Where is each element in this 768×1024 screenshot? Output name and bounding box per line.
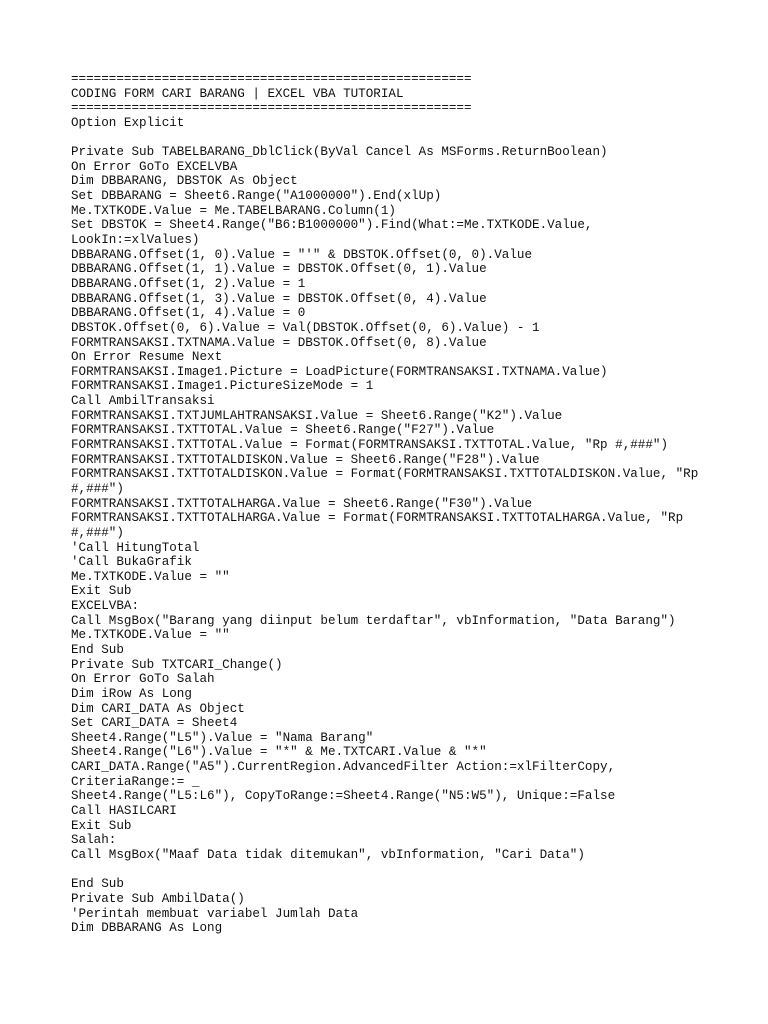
code-line: Sheet4.Range("L5").Value = "Nama Barang" <box>71 730 374 745</box>
code-line: #,###") <box>71 481 124 496</box>
code-line: 'Perintah membuat variabel Jumlah Data <box>71 906 359 921</box>
code-line: DBBARANG.Offset(1, 0).Value = "'" & DBSTOK.Offset(0, 0).Value <box>71 247 533 262</box>
code-line: End Sub <box>71 642 124 657</box>
code-line: Exit Sub <box>71 584 132 599</box>
code-line: Private Sub TXTCARI_Change() <box>71 657 283 672</box>
code-line: Me.TXTKODE.Value = "" <box>71 628 230 643</box>
code-line: Call HASILCARI <box>71 804 177 819</box>
code-line: End Sub <box>71 877 124 892</box>
code-line: FORMTRANSAKSI.Image1.Picture = LoadPicture(FORMTRANSAKSI.TXTNAMA.Value) <box>71 364 608 379</box>
code-line: FORMTRANSAKSI.TXTTOTAL.Value = Format(FORMTRANSAKSI.TXTTOTAL.Value, "Rp #,###") <box>71 438 669 453</box>
code-line: Dim DBBARANG, DBSTOK As Object <box>71 174 298 189</box>
code-line: FORMTRANSAKSI.TXTNAMA.Value = DBSTOK.Offset(0, 8).Value <box>71 335 487 350</box>
code-line: CriteriaRange:= _ <box>71 774 200 789</box>
code-line: Dim DBBARANG As Long <box>71 921 223 936</box>
code-line: On Error Resume Next <box>71 350 223 365</box>
code-line: Dim iRow As Long <box>71 686 192 701</box>
code-line: Call AmbilTransaksi <box>71 394 215 409</box>
code-line: #,###") <box>71 525 124 540</box>
code-line: CODING FORM CARI BARANG | EXCEL VBA TUTORIAL <box>71 86 404 101</box>
code-line: On Error GoTo EXCELVBA <box>71 159 238 174</box>
code-line: Me.TXTKODE.Value = "" <box>71 569 230 584</box>
code-line: Salah: <box>71 833 117 848</box>
code-line: Me.TXTKODE.Value = Me.TABELBARANG.Column(1) <box>71 203 396 218</box>
code-line: Set DBBARANG = Sheet6.Range("A1000000").End(xlUp) <box>71 189 442 204</box>
code-line: Exit Sub <box>71 818 132 833</box>
code-line: DBBARANG.Offset(1, 1).Value = DBSTOK.Offset(0, 1).Value <box>71 262 487 277</box>
code-line: 'Call HitungTotal <box>71 540 200 555</box>
code-line: Option Explicit <box>71 115 185 130</box>
code-line: Set DBSTOK = Sheet4.Range("B6:B1000000").Find(What:=Me.TXTKODE.Value, <box>71 218 593 233</box>
code-line: FORMTRANSAKSI.TXTTOTALDISKON.Value = Format(FORMTRANSAKSI.TXTTOTALDISKON.Value, "Rp <box>71 467 699 482</box>
code-line: Private Sub AmbilData() <box>71 891 245 906</box>
code-line: DBSTOK.Offset(0, 6).Value = Val(DBSTOK.Offset(0, 6).Value) - 1 <box>71 320 540 335</box>
code-line: FORMTRANSAKSI.TXTTOTALHARGA.Value = Format(FORMTRANSAKSI.TXTTOTALHARGA.Value, "Rp <box>71 511 684 526</box>
code-line: On Error GoTo Salah <box>71 672 215 687</box>
code-line: FORMTRANSAKSI.TXTTOTAL.Value = Sheet6.Range("F27").Value <box>71 423 495 438</box>
code-line: ===================================================== <box>71 72 472 86</box>
code-line <box>71 863 731 878</box>
code-line: DBBARANG.Offset(1, 2).Value = 1 <box>71 276 306 291</box>
code-line: ===================================================== <box>71 101 472 116</box>
code-line: FORMTRANSAKSI.TXTTOTALDISKON.Value = Sheet6.Range("F28").Value <box>71 452 540 467</box>
code-line: LookIn:=xlValues) <box>71 233 200 248</box>
code-line: FORMTRANSAKSI.TXTTOTALHARGA.Value = Sheet6.Range("F30").Value <box>71 496 533 511</box>
code-listing <box>71 72 731 936</box>
code-line: FORMTRANSAKSI.Image1.PictureSizeMode = 1 <box>71 379 374 394</box>
code-line: 'Call BukaGrafik <box>71 555 192 570</box>
code-line <box>71 131 731 146</box>
code-line: Set CARI_DATA = Sheet4 <box>71 716 238 731</box>
code-line: Private Sub TABELBARANG_DblClick(ByVal Cancel As MSForms.ReturnBoolean) <box>71 145 608 160</box>
code-line: Sheet4.Range("L5:L6"), CopyToRange:=Sheet4.Range("N5:W5"), Unique:=False <box>71 789 616 804</box>
code-line: EXCELVBA: <box>71 599 140 614</box>
code-line: CARI_DATA.Range("A5").CurrentRegion.AdvancedFilter Action:=xlFilterCopy, <box>71 760 616 775</box>
code-line: DBBARANG.Offset(1, 3).Value = DBSTOK.Offset(0, 4).Value <box>71 291 487 306</box>
code-line: Call MsgBox("Maaf Data tidak ditemukan", vbInformation, "Cari Data") <box>71 847 585 862</box>
code-line: Call MsgBox("Barang yang diinput belum terdaftar", vbInformation, "Data Barang") <box>71 613 676 628</box>
code-line: Sheet4.Range("L6").Value = "*" & Me.TXTCARI.Value & "*" <box>71 745 487 760</box>
code-line: Dim CARI_DATA As Object <box>71 701 245 716</box>
code-line: FORMTRANSAKSI.TXTJUMLAHTRANSAKSI.Value = Sheet6.Range("K2").Value <box>71 408 563 423</box>
code-line: DBBARANG.Offset(1, 4).Value = 0 <box>71 306 306 321</box>
